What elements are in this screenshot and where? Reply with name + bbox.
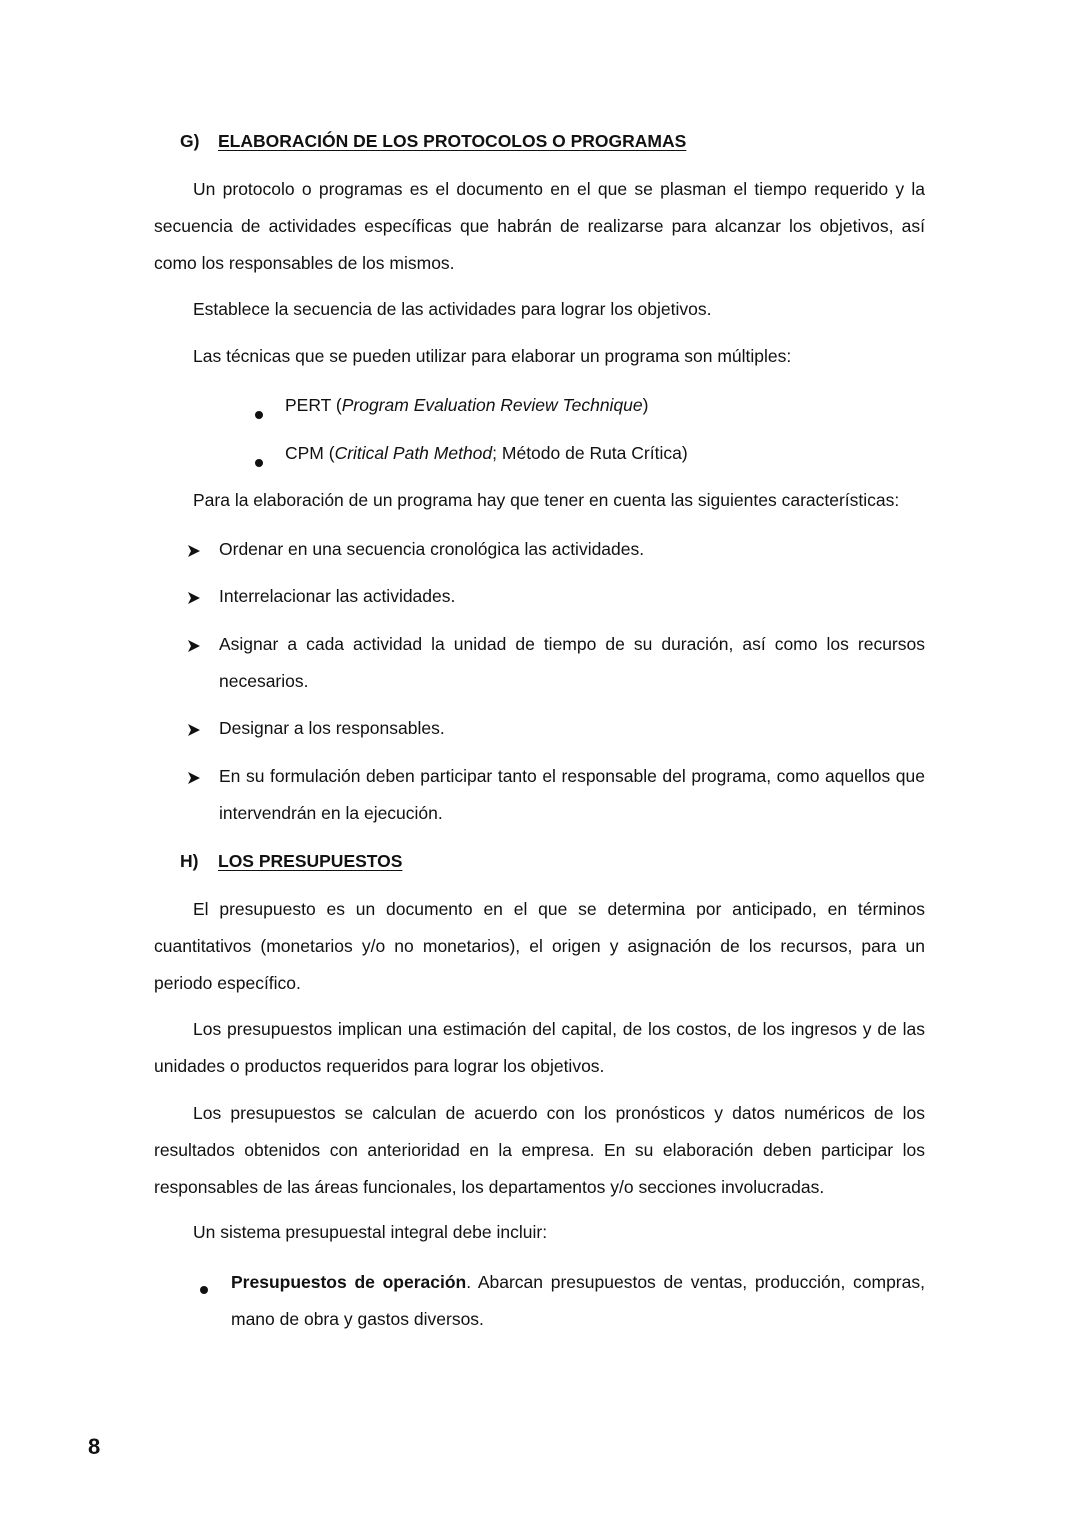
section-g-paragraph-2: Establece la secuencia de las actividades para lograr los objetivos. [193, 299, 712, 319]
section-h-paragraph-1: El presupuesto es un documento en el que se determina por anticipado, en términos cuantitativos (monetarios y/o no monetarios), el origen y asignación de los recursos, para un periodo específico. [154, 899, 925, 993]
section-g-paragraph-3: Las técnicas que se pueden utilizar para elaborar un programa son múltiples: [193, 346, 792, 366]
section-h-letter: H) [180, 851, 199, 871]
bullet-dot-icon [255, 451, 263, 472]
page-number: 8 [88, 1434, 101, 1459]
section-g-paragraph-1: Un protocolo o programas es el documento en el que se plasman el tiempo requerido y la secuencia de actividades específicas que habrán de realizarse para alcanzar los objetivos, así como los responsables de los mismos. [154, 179, 925, 273]
section-h-title: LOS PRESUPUESTOS [218, 851, 403, 871]
technique-rest: ; Método de Ruta Crítica) [492, 443, 688, 463]
bullet-dot-icon [200, 1278, 208, 1299]
budget-item-title: Presupuestos de operación [231, 1272, 467, 1292]
technique-name: Critical Path Method [334, 443, 493, 463]
section-g-paragraph-4: Para la elaboración de un programa hay que tener en cuenta las siguientes características: [193, 490, 900, 510]
budget-item-description: . Abarcan presupuestos de ventas, producción, compras, mano de obra y gastos diversos. [231, 1272, 925, 1329]
arrow-bullet-icon [187, 637, 201, 658]
section-g-heading [180, 131, 686, 152]
budget-item [231, 1264, 925, 1338]
characteristic-item: Designar a los responsables. [219, 718, 445, 738]
arrow-bullet-icon [187, 542, 201, 563]
arrow-bullet-icon [187, 769, 201, 790]
characteristic-item: Interrelacionar las actividades. [219, 586, 456, 606]
section-h-paragraph-2: Los presupuestos implican una estimación del capital, de los costos, de los ingresos y de las unidades o productos requeridos para lograr los objetivos. [154, 1019, 925, 1076]
characteristic-item: Asignar a cada actividad la unidad de tiempo de su duración, así como los recursos necesarios. [219, 634, 925, 691]
technique-rest: ) [642, 395, 649, 415]
section-h-paragraph-3: Los presupuestos se calculan de acuerdo con los pronósticos y datos numéricos de los resultados obtenidos con anterioridad en la empresa. En su elaboración deben participar los responsables de las áreas funcionales, los departamentos y/o secciones involucradas. [154, 1103, 925, 1197]
section-h-paragraph-4: Un sistema presupuestal integral debe incluir: [193, 1222, 548, 1242]
technique-abbr: CPM ( [285, 443, 335, 463]
arrow-bullet-icon [187, 589, 201, 610]
section-g-letter: G) [180, 131, 200, 151]
section-h-heading [180, 851, 402, 872]
technique-abbr: PERT ( [285, 395, 342, 415]
arrow-bullet-icon [187, 721, 201, 742]
characteristic-item: En su formulación deben participar tanto el responsable del programa, como aquellos que intervendrán en la ejecución. [219, 766, 925, 823]
section-g-title: ELABORACIÓN DE LOS PROTOCOLOS O PROGRAMAS [218, 131, 687, 151]
technique-item [285, 395, 648, 416]
characteristic-item: Ordenar en una secuencia cronológica las actividades. [219, 539, 645, 559]
technique-name: Program Evaluation Review Technique [341, 395, 643, 415]
bullet-dot-icon [255, 403, 263, 424]
technique-item [285, 443, 688, 464]
